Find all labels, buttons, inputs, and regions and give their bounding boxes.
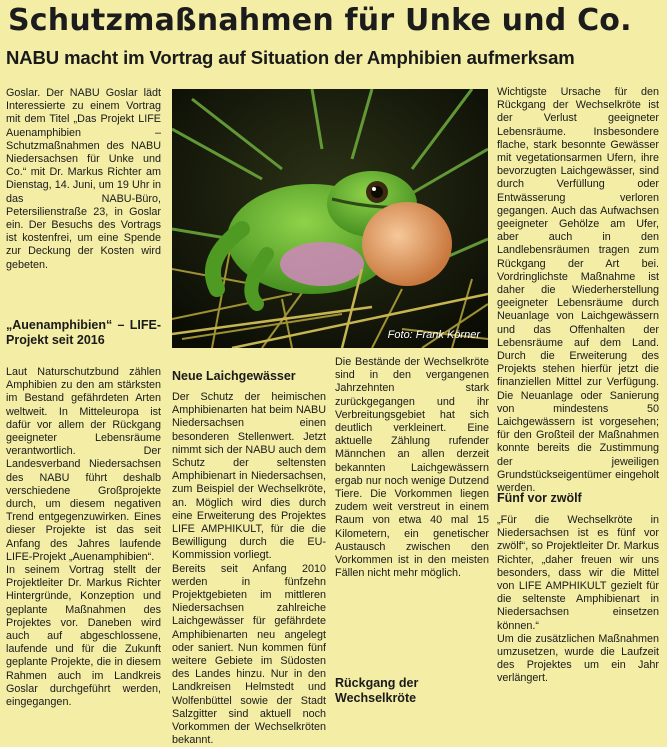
frog-photo: [172, 89, 488, 348]
section1-heading-text: „Auenamphibien“ – LIFE-Projekt seit 2016: [6, 318, 161, 347]
intro-paragraph: [6, 87, 161, 307]
section4-heading-text: Fünf vor zwölf: [497, 491, 582, 505]
section1-heading: [6, 318, 161, 348]
section4-p1: „Für die Wechselkröte in Niedersachsen ist es fünf vor zwölf“, so Projektleiter Dr. Markus Richter, „daher freuen wir uns besonders, dass wir die Mittel von LIFE AMPHIKULT gezielt für die seltenste Amphibienart in Niedersachsen einsetzen können.“: [497, 514, 659, 632]
section4-body: [497, 514, 659, 708]
section2-p3: Die Bestände der Wechselkröte sind in den vergangenen Jahrzehnten stark zurückgegangen und ihr Verbreitungsgebiet hat sich deutlich verkleinert. Eine aktuelle Zählung rufender Männchen an allen derzeit bekannten Laichgewässern ergab nur noch wenige Dutzend Tiere. Die Vorkommen liegen zudem weit verstreut in einem Raum von etwa 40 mal 15 Kilometern, ein genetischer Austausch zwischen den Vorkommen ist in den meisten Fällen nicht mehr möglich.: [335, 356, 489, 580]
section3-body: [497, 86, 659, 495]
section2-heading: [172, 369, 322, 384]
intro-text: Goslar. Der NABU Goslar lädt Interessierte zu einem Vortrag mit dem Titel „Das Projekt LIFE Auenamphibien – Schutzmaßnahmen des NABU Niedersachsen für Unke und Co.“ mit Dr. Markus Richter am Dienstag, 14. Juni, um 19 Uhr in das NABU-Büro, Petersilienstraße 23, in Goslar ein. Der Besuchs des Vortrags ist kostenfrei, um eine Spende zur Deckung der Kosten wird gebeten.: [6, 87, 161, 271]
section2-continued: [335, 356, 489, 672]
section2-body: [172, 391, 326, 747]
frog-illustration: [172, 89, 488, 348]
section3-heading-text: Rückgang der Wechselkröte: [335, 676, 419, 705]
section1-p1: Laut Naturschutzbund zählen Amphibien zu den am stärksten im Bestand gefährdeten Arten weltweit. In Mitteleuropa ist dafür vor allem der Rückgang geeigneter Lebensräume verantwortlich. Der Landesverband Niedersachsen des NABU führt deshalb verschiedene Großprojekte durch, um diesem negativen Trend entgegenzuwirken. Eines dieser Projekte ist das seit Anfang des Jahres laufende LIFE-Projekt „Auenamphibien“.: [6, 366, 161, 563]
section3-heading: [335, 676, 495, 706]
section2-heading-text: Neue Laichgewässer: [172, 369, 296, 383]
subheadline: NABU macht im Vortrag auf Situation der Amphibien aufmerksam: [6, 47, 575, 68]
section3-p1: Wichtigste Ursache für den Rückgang der Wechselkröte ist der Verlust geeigneter Lebensräume. Insbesondere flache, stark besonnte Gewässer mit vegetationsarmen Ufern, ihre bevorzugten Laichgewässer, sind durch Verfüllung oder Entwässerung verloren gegangen. Auch das Aufwachsen geeigneter Gehölze am Ufer, aber auch in den Landlebensräumen tragen zum Rückgang der Art bei. Vordringlichste Maßnahme ist daher die Wiederherstellung geeigneter Lebensräume durch Neuanlage von Laichgewässern und das Offenhalten der Lebensräume auf dem Land. Durch die Erweiterung des Projekts stehen hierfür jetzt die finanziellen Mittel zur Verfügung. Die Neuanlage oder Sanierung von mindestens 50 Laichgewässern ist vorgesehen; für den Großteil der Maßnahmen konnte bereits die Zustimmung der jeweiligen Grundstückseigentümer eingeholt werden.: [497, 86, 659, 495]
section4-heading: [497, 491, 657, 506]
section2-p2: Bereits seit Anfang 2010 werden in fünfzehn Projektgebieten im mittleren Niedersachsen zahlreiche Laichgewässer für gefährdete Amphibienarten neu angelegt oder saniert. Nun kommen fünf weitere Gebiete im Südosten des Landes hinzu. Nur in den Landkreisen Helmstedt und Wolfenbüttel sowie der Stadt Salzgitter sind aktuell noch Vorkommen der Wechselkröten bekannt.: [172, 562, 326, 747]
photo-credit: Foto: Frank Körner: [387, 329, 480, 341]
section4-p2: Um die zusätzlichen Maßnahmen umzusetzen, wurde die Laufzeit des Projektes um ein Jahr verlängert.: [497, 632, 659, 685]
section1-body: [6, 366, 161, 709]
section1-p2: In seinem Vortrag stellt der Projektleiter Dr. Markus Richter Hintergründe, Konzeption und geplante Maßnahmen des Projektes vor. Daneben wird auch auf abgeschlossene, laufende und für die Zukunft geplante Projekte, die in diesem Rahmen auch im Landkreis Goslar durchgeführt werden, eingegangen.: [6, 564, 161, 709]
headline: Schutzmaßnahmen für Unke und Co.: [8, 3, 632, 38]
section2-p1: Der Schutz der heimischen Amphibienarten hat beim NABU Niedersachsen einen besonderen Stellenwert. Jetzt nimmt sich der NABU auch dem Schutz der seltensten Amphibienart in Niedersachsen, zum Beispiel der Wechselkröte, an. Möglich wird dies durch eine Erweiterung des Projektes LIFE AMPHIKULT, für die die Bewilligung durch die EU-Kommission vorliegt.: [172, 391, 326, 562]
